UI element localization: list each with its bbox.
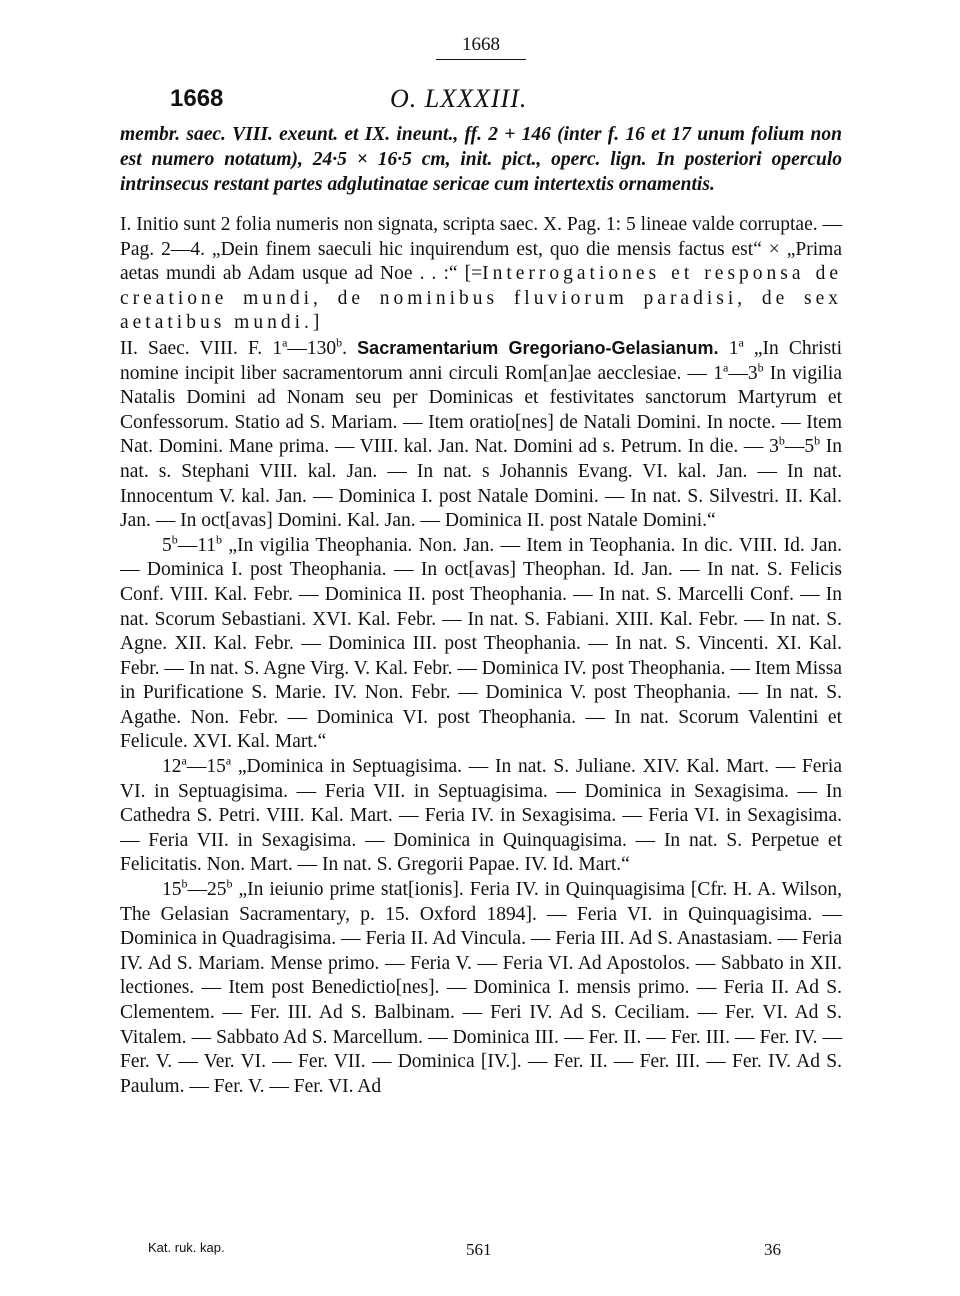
paragraph-theophania bbox=[120, 534, 842, 755]
paragraph-text: „In vigilia Theophania. Non. Jan. — Item in Teophania. In dic. VIII. Id. Jan. — Dominica I. post Theophania. — In oct[avas] Theophan. Id. Jan. — In nat. S. Felicis Conf. VIII. Kal. Febr. — Dominica II. post Theophania. — In nat. S. Marcelli Conf. — In nat. Scorum Sebastiani. XVI. Kal. Febr. — In nat. S. Fabiani. XIII. Kal. Febr. — In nat. S. Agne. XII. Kal. Febr. — Dominica III. post Theophania. — In nat. S. Vincenti. XI. Kal. Febr. — In nat. S. Agne Virg. V. Kal. Febr. — Dominica IV. post Theophania. — Item Missa in Purificatione S. Marie. IV. Non. Febr. — Dominica V. post Theophania. — In nat. S. Agathe. Non. Febr. — Dominica VI. post Theophania. — In nat. Scorum Valentini et Felicule. XVI. Kal. Mart.“ bbox=[120, 534, 842, 753]
section-two-title: Sacramentarium Gregoriano-Gelasianum. bbox=[357, 337, 719, 358]
folio-sup: a bbox=[181, 753, 187, 768]
folio-range: —15 bbox=[186, 756, 226, 778]
paragraph-text: In vigilia Natalis Domini ad Nonam seu per Dominicas et festivitates sanctorum Martyrum et Confessorum. Statio ad S. Mariam. — Item oratio[nes] de Natali Domini. In nocte. — Item Nat. Domini. Mane prima. — VIII. kal. Jan. Nat. Domini ad s. Petrum. In die. — 3 bbox=[120, 362, 843, 458]
page-footer bbox=[0, 1240, 960, 1264]
page bbox=[120, 34, 842, 1099]
folio-sup: a bbox=[723, 360, 729, 375]
folio-sup: b bbox=[757, 360, 764, 375]
section-two-head bbox=[120, 336, 842, 534]
paragraph-septuagisima bbox=[120, 755, 842, 878]
entry-number: 1668 bbox=[170, 85, 224, 112]
folio-range: —130 bbox=[287, 337, 337, 359]
folio-sup: a bbox=[282, 335, 288, 350]
section-one bbox=[120, 213, 842, 336]
manuscript-description: membr. saec. VIII. exeunt. et IX. ineunt., ff. 2 + 146 (inter f. 16 et 17 unum folium non est numero notatum), 24·5 × 16·5 cm, init. pict., operc. lign. In posteriori operculo intrinsecus restant partes adglutinatae sericae cum intertextis ornamentis. bbox=[120, 124, 842, 195]
entry-body bbox=[120, 213, 842, 1099]
folio-number: 12 bbox=[162, 756, 182, 778]
folio-sup: b bbox=[171, 532, 178, 547]
entry-header bbox=[120, 82, 842, 120]
section-two-label: II. Saec. VIII. F. 1 bbox=[120, 337, 283, 359]
section-one-close: ] bbox=[312, 312, 320, 334]
signature-mark: 36 bbox=[764, 1240, 781, 1259]
folio-sup: b bbox=[181, 876, 188, 891]
section-one-spaced-text: Interrogationes et responsa de creatione mundi, de nominibus fluviorum paradisi, de sex aetatibus mundi. bbox=[120, 263, 842, 334]
running-head: 1668 bbox=[462, 34, 500, 55]
folio-range: —25 bbox=[187, 879, 227, 901]
folio-sup: b bbox=[226, 876, 233, 891]
folio-sup: b bbox=[778, 433, 785, 448]
section-one-text: I. Initio sunt 2 folia numeris non signata, scripta saec. X. Pag. 1: 5 lineae valde corruptae. — Pag. 2—4. „Dein finem saeculi hic inquirendum est, quo die mensis factus est“ × „Prima aetas mundi ab Adam usque ad Noe . . :“ [= bbox=[120, 214, 842, 285]
folio-number: 15 bbox=[162, 879, 182, 901]
folio-range: —11 bbox=[177, 534, 217, 556]
paragraph-text: „Dominica in Septuagisima. — In nat. S. Juliane. XIV. Kal. Mart. — Feria VI. in Septuagisima. — Feria VII. in Septuagisima. — Dominica in Sexagisima. — In Cathedra S. Petri. VIII. Kal. Mart. — Feria IV. in Sexagisima. — Feria VI. in Sexagisima. — Feria VII. in Sexagisima. — Dominica in Quinquagisima. — In nat. S. Perpetue et Felicitatis. Non. Mart. — In nat. S. Gregorii Papae. IV. Id. Mart.“ bbox=[120, 756, 842, 876]
catalogue-abbreviation: Kat. ruk. kap. bbox=[148, 1240, 225, 1255]
folio-sup: a bbox=[738, 335, 744, 350]
folio-sup: b bbox=[216, 532, 223, 547]
paragraph-quinquagisima bbox=[120, 878, 842, 1099]
folio-range: —3 bbox=[728, 362, 758, 384]
paragraph-text: „In ieiunio prime stat[ionis]. Feria IV. in Quinquagisima [Cfr. H. A. Wilson, The Gelasian Sacramentary, p. 15. Oxford 1894]. — Feria VI. in Quinquagisima. — Dominica in Quadragisima. — Feria II. Ad Vincula. — Feria III. Ad S. Anastasiam. — Feria IV. Ad S. Mariam. Mense primo. — Feria V. — Feria VI. Ad Apostolos. — Sabbato in XII. lectiones. — Item post Benedictio[nes]. — Dominica I. mensis primo. — Feria II. Ad S. Clementem. — Fer. III. Ad S. Balbinam. — Feri IV. Ad S. Ceciliam. — Fer. VI. Ad S. Vitalem. — Sabbato Ad S. Marcellum. — Dominica III. — Fer. II. — Fer. III. — Fer. IV. — Fer. V. — Ver. VI. — Fer. VII. — Dominica [IV.]. — Fer. II. — Fer. III. — Fer. IV. Ad S. Paulum. — Fer. V. — Fer. VI. Ad bbox=[120, 879, 842, 1097]
punctuation: . bbox=[342, 337, 358, 359]
folio-sup: b bbox=[336, 335, 343, 350]
folio-sup: b bbox=[814, 433, 821, 448]
folio-range: —5 bbox=[784, 436, 815, 458]
folio-number: 5 bbox=[162, 534, 172, 556]
running-head-rule bbox=[436, 59, 526, 60]
folio-number: 1 bbox=[728, 337, 739, 359]
paragraph-text: „In Christi nomine incipit liber sacramentorum anni circuli Rom[an]ae aecclesiae. — 1 bbox=[120, 337, 843, 384]
folio-sup: a bbox=[225, 753, 232, 768]
entry-signature: O. LXXXIII. bbox=[390, 84, 528, 113]
page-number: 561 bbox=[466, 1240, 492, 1259]
paragraph-text: In nat. s. Stephani VIII. kal. Jan. — In nat. s Johannis Evang. VI. kal. Jan. — In nat. Innocentum V. kal. Jan. — Dominica I. post Natale Domini. — In nat. S. Silvestri. II. Kal. Jan. — In oct[avas] Domini. Kal. Jan. — Dominica II. post Natale Domini.“ bbox=[120, 436, 842, 532]
